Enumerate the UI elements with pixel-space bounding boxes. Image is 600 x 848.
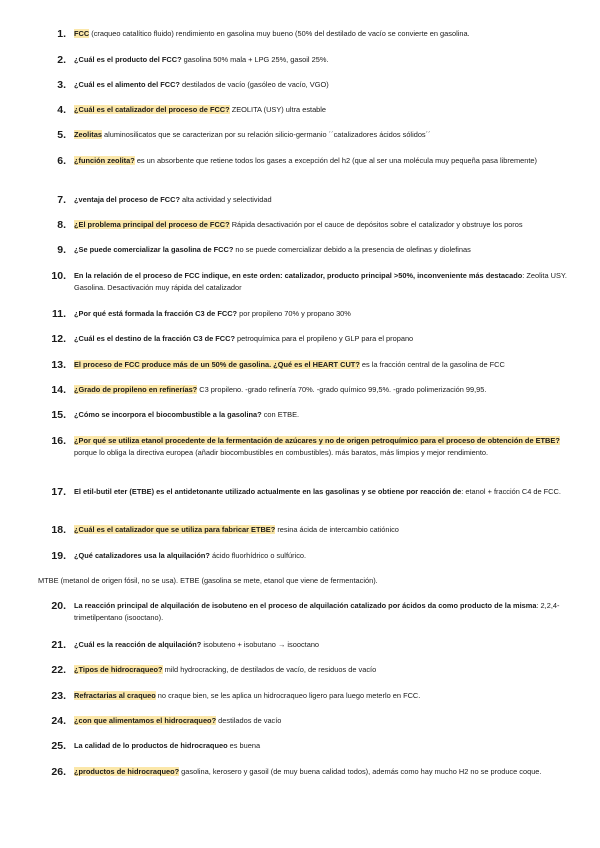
question-text: FCC bbox=[74, 29, 90, 38]
list-item-14 bbox=[48, 384, 568, 396]
list-item-2 bbox=[48, 54, 568, 66]
item-number: 13. bbox=[51, 359, 66, 371]
question-text: ¿con que alimentamos el hidrocraqueo? bbox=[74, 716, 217, 725]
item-number: 1. bbox=[57, 28, 66, 40]
item-number: 10. bbox=[51, 270, 66, 282]
list-item-4 bbox=[48, 104, 568, 116]
item-number: 6. bbox=[57, 155, 66, 167]
item-number: 8. bbox=[57, 219, 66, 231]
list-item-8 bbox=[48, 219, 568, 231]
answer-text: isobuteno + isobutano → isooctano bbox=[201, 640, 320, 649]
question-text: ¿productos de hidrocraqueo? bbox=[74, 767, 180, 776]
answer-text: es la fracción central de la gasolina de FCC bbox=[359, 360, 505, 369]
question-text: ¿ventaja del proceso de FCC? bbox=[74, 195, 180, 204]
question-text: ¿Cuál es el producto del FCC? bbox=[74, 55, 182, 64]
item-number: 23. bbox=[51, 690, 66, 702]
answer-text: resina ácida de intercambio catiónico bbox=[275, 525, 399, 534]
item-number: 20. bbox=[51, 600, 66, 612]
question-text: La calidad de lo productos de hidrocraqueo bbox=[74, 741, 228, 750]
list-item-25 bbox=[48, 740, 568, 752]
question-text: ¿función zeolita? bbox=[74, 156, 135, 165]
item-number: 9. bbox=[57, 244, 66, 256]
list-item-24 bbox=[48, 715, 568, 727]
list-item-22 bbox=[48, 664, 568, 676]
answer-text: mild hydrocracking, de destilados de vacío, de residuos de vacío bbox=[162, 665, 377, 674]
list-item-3 bbox=[48, 79, 568, 91]
answer-text: ZEOLITA (USY) ultra estable bbox=[229, 105, 327, 114]
item-number: 7. bbox=[57, 194, 66, 206]
answer-text: aluminosilicatos que se caracterizan por su relación silicio-germanio ´´catalizadores ácidos sólidos´´ bbox=[101, 130, 431, 139]
question-text: ¿Cuál es el alimento del FCC? bbox=[74, 80, 180, 89]
answer-text: no se puede comercializar debido a la presencia de olefinas y diolefinas bbox=[233, 245, 471, 254]
list-item-10 bbox=[48, 270, 568, 294]
item-number: 21. bbox=[51, 639, 66, 651]
item-number: 26. bbox=[51, 766, 66, 778]
list-item-5 bbox=[48, 129, 568, 141]
list-item-7 bbox=[48, 194, 568, 206]
list-item-1 bbox=[48, 28, 568, 40]
question-text: ¿Por qué se utiliza etanol procedente de la fermentación de azúcares y no de origen petroquímico para el proceso de obtención de ETBE? bbox=[74, 436, 560, 445]
question-text: ¿Cómo se incorpora el biocombustible a la gasolina? bbox=[74, 410, 262, 419]
question-text: ¿Tipos de hidrocraqueo? bbox=[74, 665, 163, 674]
list-item-20 bbox=[48, 600, 568, 624]
question-text: ¿Se puede comercializar la gasolina de FCC? bbox=[74, 245, 234, 254]
question-text: ¿Cuál es el destino de la fracción C3 de FCC? bbox=[74, 334, 235, 343]
question-text: En la relación de el proceso de FCC indique, en este orden: catalizador, producto principal >50%, inconveniente más destacado bbox=[74, 271, 523, 280]
answer-text: porque lo obliga la directiva europea (añadir biocombustibles en combustibles). más baratos, más limpios y mejor rendimiento. bbox=[74, 448, 489, 457]
question-text: ¿Qué catalizadores usa la alquilación? bbox=[74, 551, 210, 560]
item-number: 15. bbox=[51, 409, 66, 421]
question-text: ¿Cuál es el catalizador del proceso de FCC? bbox=[74, 105, 230, 114]
item-number: 14. bbox=[51, 384, 66, 396]
answer-text: alta actividad y selectividad bbox=[179, 195, 272, 204]
answer-text: destilados de vacío bbox=[216, 716, 282, 725]
question-text: Zeolitas bbox=[74, 130, 102, 139]
answer-text: : 2,2,4-trimetilpentano (isooctano). bbox=[74, 601, 560, 622]
answer-text: gasolina, kerosero y gasoil (de muy buena calidad todos), además como hay mucho H2 no se produce coque. bbox=[179, 767, 542, 776]
answer-text: gasolina 50% mala + LPG 25%, gasoil 25%. bbox=[181, 55, 329, 64]
item-number: 12. bbox=[51, 333, 66, 345]
question-text: ¿El problema principal del proceso de FCC? bbox=[74, 220, 230, 229]
list-item-9 bbox=[48, 244, 568, 256]
question-text: ¿Grado de propileno en refinerías? bbox=[74, 385, 198, 394]
list-item-18 bbox=[48, 524, 568, 536]
list-item-15 bbox=[48, 409, 568, 421]
list-item-11 bbox=[48, 308, 568, 320]
item-number: 3. bbox=[57, 79, 66, 91]
item-number: 16. bbox=[51, 435, 66, 447]
list-item-13 bbox=[48, 359, 568, 371]
answer-text: ácido fluorhídrico o sulfúrico. bbox=[209, 551, 307, 560]
list-item-23 bbox=[48, 690, 568, 702]
item-number: 11. bbox=[51, 308, 66, 320]
item-number: 25. bbox=[51, 740, 66, 752]
list-item-26 bbox=[48, 766, 568, 778]
question-text: ¿Por qué está formada la fracción C3 de FCC? bbox=[74, 309, 238, 318]
answer-text: por propileno 70% y propano 30% bbox=[237, 309, 351, 318]
list-item-21 bbox=[48, 639, 568, 651]
answer-text: Rápida desactivación por el cauce de depósitos sobre el catalizador y obstruye los poros bbox=[229, 220, 523, 229]
list-item-12 bbox=[48, 333, 568, 345]
question-text: El proceso de FCC produce más de un 50% de gasolina. ¿Qué es el HEART CUT? bbox=[74, 360, 360, 369]
question-text: La reacción principal de alquilación de isobuteno en el proceso de alquilación catalizado por ácidos da como producto de la misma bbox=[74, 601, 537, 610]
answer-text: : Zeolita USY. Gasolina. Desactivación muy rápida del catalizador bbox=[74, 271, 567, 292]
list-item-16 bbox=[48, 435, 568, 459]
item-number: 18. bbox=[51, 524, 66, 536]
item-number: 22. bbox=[51, 664, 66, 676]
item-number: 5. bbox=[57, 129, 66, 141]
list-item-6 bbox=[48, 155, 568, 167]
item-number: 4. bbox=[57, 104, 66, 116]
item-number: 19. bbox=[51, 550, 66, 562]
answer-text: C3 propileno. -grado refinería 70%. -grado químico 99,5%. -grado polimerización 99,95. bbox=[197, 385, 487, 394]
item-number: 17. bbox=[51, 486, 66, 498]
list-item-17 bbox=[48, 486, 568, 498]
answer-text: destilados de vacío (gasóleo de vacío, VGO) bbox=[179, 80, 329, 89]
question-text: ¿Cuál es el catalizador que se utiliza para fabricar ETBE? bbox=[74, 525, 276, 534]
answer-text: es buena bbox=[227, 741, 261, 750]
answer-text: petroquímica para el propileno y GLP para el propano bbox=[235, 334, 414, 343]
item-number: 2. bbox=[57, 54, 66, 66]
question-text: Refractarias al craqueo bbox=[74, 691, 156, 700]
answer-text: no craque bien, se les aplica un hidrocraqueo ligero para luego meterlo en FCC. bbox=[155, 691, 421, 700]
question-text: El etil-butil eter (ETBE) es el antidetonante utilizado actualmente en las gasolinas y se obtiene por reacción de bbox=[74, 487, 462, 496]
item-number: 24. bbox=[51, 715, 66, 727]
answer-text: (craqueo catalítico fluido) rendimiento en gasolina muy bueno (50% del destilado de vacío se convierte en gasolina. bbox=[89, 29, 470, 38]
mtbe-note: MTBE (metanol de origen fósil, no se usa). ETBE (gasolina se mete, etanol que viene de fermentación). bbox=[38, 576, 378, 585]
question-text: ¿Cuál es la reacción de alquilación? bbox=[74, 640, 202, 649]
list-item-19 bbox=[48, 550, 568, 562]
answer-text: con ETBE. bbox=[261, 410, 300, 419]
answer-text: es un absorbente que retiene todos los gases a excepción del h2 (que al ser una molécula muy pequeña pasa libremente) bbox=[134, 156, 537, 165]
answer-text: : etanol + fracción C4 de FCC. bbox=[461, 487, 561, 496]
